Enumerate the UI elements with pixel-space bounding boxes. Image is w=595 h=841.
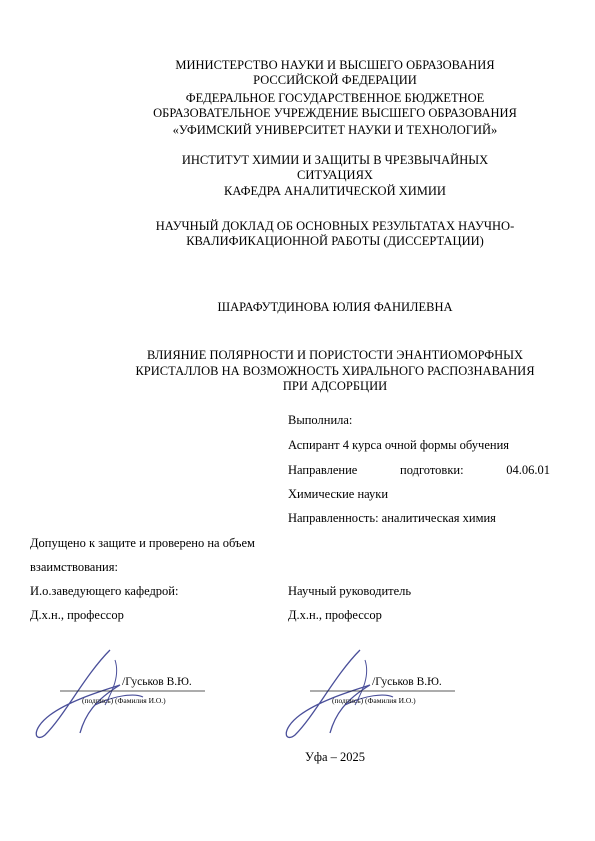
supervisor-degree: Д.х.н., профессор <box>288 608 382 622</box>
department-name: КАФЕДРА АНАЛИТИЧЕСКОЙ ХИМИИ <box>224 184 446 198</box>
specialization: Направленность: аналитическая химия <box>288 511 496 525</box>
direction-word-1: Направление <box>288 463 358 477</box>
left-signature-image <box>25 645 225 745</box>
performer-status: Аспирант 4 курса очной формы обучения <box>288 438 510 452</box>
author-name: ШАРАФУТДИНОВА ЮЛИЯ ФАНИЛЕВНА <box>217 300 453 314</box>
direction-code: 04.06.01 <box>506 463 550 477</box>
title-line-2: КРИСТАЛЛОВ НА ВОЗМОЖНОСТЬ ХИРАЛЬНОГО РАСПОЗНАВАНИЯ <box>135 364 535 378</box>
left-signature-caption: (подпись) (Фамилия И.О.) <box>82 696 166 705</box>
left-signature-name: /Гуськов В.Ю. <box>122 676 192 688</box>
ministry-line-2: РОССИЙСКОЙ ФЕДЕРАЦИИ <box>253 73 417 87</box>
performer-label: Выполнила: <box>288 413 353 427</box>
city-year: Уфа – 2025 <box>305 750 365 764</box>
head-degree: Д.х.н., профессор <box>30 608 124 622</box>
direction-name: Химические науки <box>288 487 389 501</box>
direction-word-2: подготовки: <box>400 463 464 477</box>
admission-line-1: Допущено к защите и проверено на объем <box>30 536 255 550</box>
report-type-line-1: НАУЧНЫЙ ДОКЛАД ОБ ОСНОВНЫХ РЕЗУЛЬТАТАХ НАУЧНО- <box>155 219 515 233</box>
direction-line <box>288 463 550 478</box>
right-signature-name: /Гуськов В.Ю. <box>372 676 442 688</box>
title-line-1: ВЛИЯНИЕ ПОЛЯРНОСТИ И ПОРИСТОСТИ ЭНАНТИОМОРФНЫХ <box>146 348 524 362</box>
university-name: «УФИМСКИЙ УНИВЕРСИТЕТ НАУКИ И ТЕХНОЛОГИЙ» <box>172 123 498 137</box>
title-line-3: ПРИ АДСОРБЦИИ <box>282 379 388 393</box>
report-type-line-2: КВАЛИФИКАЦИОННОЙ РАБОТЫ (ДИССЕРТАЦИИ) <box>186 234 484 248</box>
head-role: И.о.заведующего кафедрой: <box>30 584 179 598</box>
institution-line-2: ОБРАЗОВАТЕЛЬНОЕ УЧРЕЖДЕНИЕ ВЫСШЕГО ОБРАЗОВАНИЯ <box>153 106 517 120</box>
admission-line-2: взаимствования: <box>30 560 118 574</box>
right-signature-caption: (подпись) (Фамилия И.О.) <box>332 696 416 705</box>
institute-line-1: ИНСТИТУТ ХИМИИ И ЗАЩИТЫ В ЧРЕЗВЫЧАЙНЫХ <box>181 153 489 167</box>
institute-line-2: СИТУАЦИЯХ <box>297 168 373 182</box>
right-signature-image <box>275 645 475 745</box>
institution-line-1: ФЕДЕРАЛЬНОЕ ГОСУДАРСТВЕННОЕ БЮДЖЕТНОЕ <box>185 91 485 105</box>
ministry-line-1: МИНИСТЕРСТВО НАУКИ И ВЫСШЕГО ОБРАЗОВАНИЯ <box>175 58 495 72</box>
supervisor-role: Научный руководитель <box>288 584 412 598</box>
